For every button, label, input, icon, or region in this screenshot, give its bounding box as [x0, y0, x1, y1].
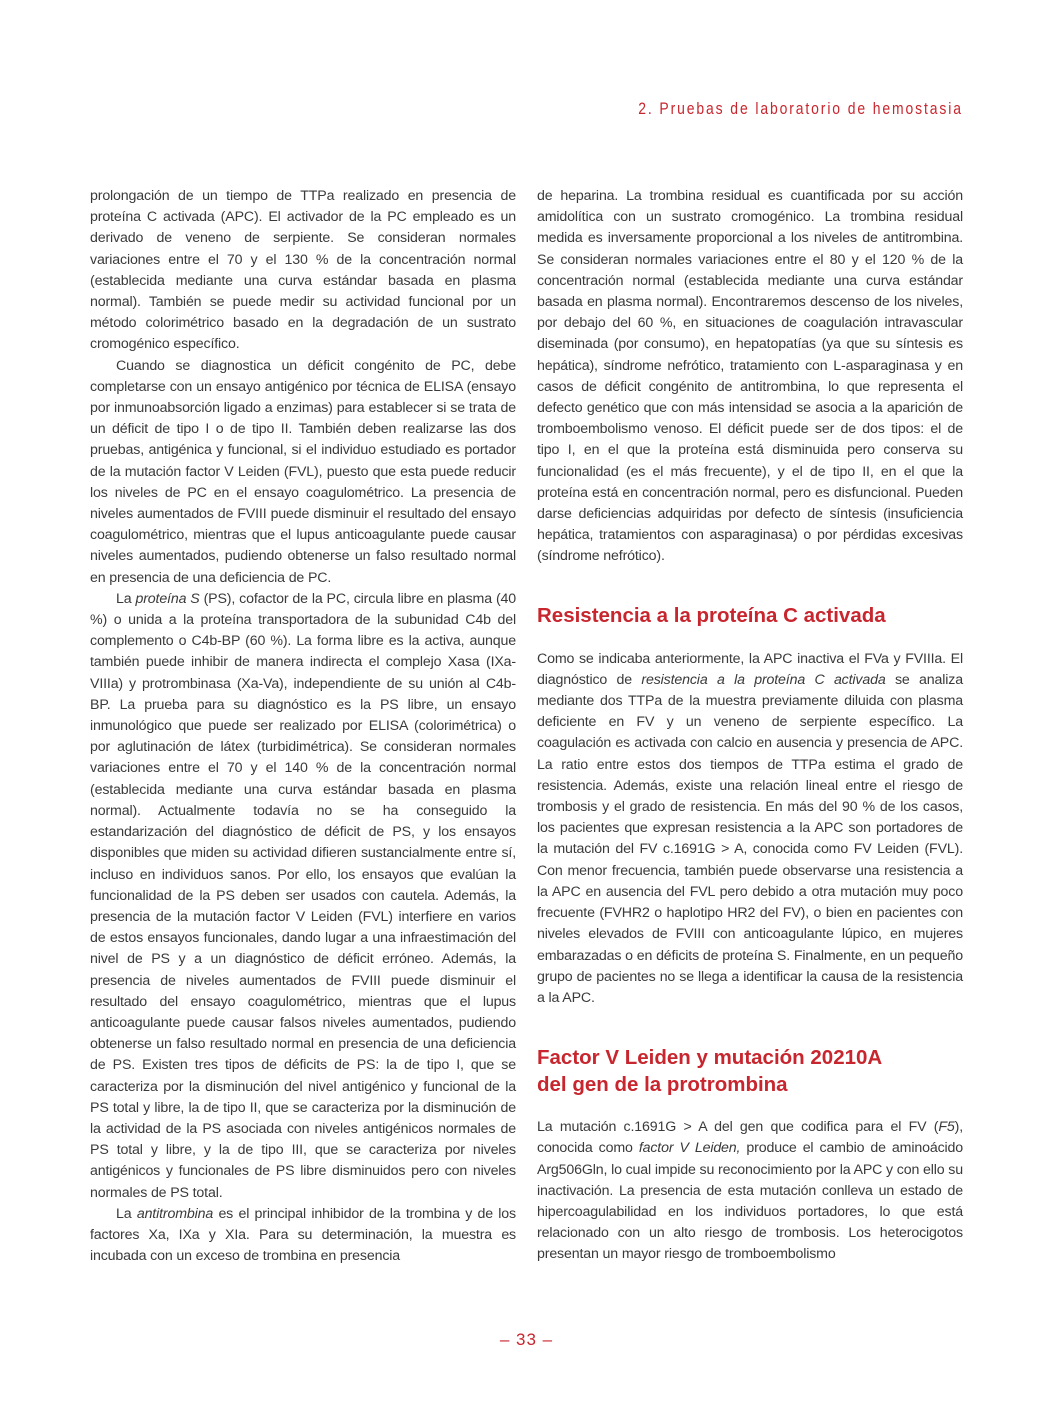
- section-heading: Resistencia a la proteína C activada: [537, 603, 886, 627]
- paragraph: [90, 1204, 516, 1268]
- section-heading: [537, 1044, 963, 1098]
- term-factor-v-leiden: factor V Leiden,: [638, 1140, 741, 1157]
- heading-line: del gen de la protrombina: [537, 1073, 788, 1097]
- page-number: – 33 –: [499, 1330, 554, 1349]
- paragraph: prolongación de un tiempo de TTPa realizado en presencia de proteína C activada (APC). El activador de la PC empleado es un derivado de veneno de serpiente. Se consideran normales variaciones entre el 70 y el 130 % de la concentración normal (establecida mediante una curva estándar basada en plasma normal). También se puede medir su actividad funcional por un método colorimétrico basado en la degradación de un sustrato cromogénico específico.: [90, 188, 516, 353]
- text-run: La: [116, 1205, 137, 1222]
- text-run: produce el cambio de aminoácido Arg506Gln, lo cual impide su reconocimiento por la APC y con ello su inactivación. La presencia de esta mutación conlleva un estado de hipercoagulabilidad en los individuos portadores, lo que está relacionado con un alto riesgo de trombosis. Los heterocigotos presentan un mayor riesgo de tromboembolismo: [537, 1140, 963, 1263]
- paragraph: Cuando se diagnostica un déficit congénito de PC, debe completarse con un ensayo antigénico por técnica de ELISA (ensayo por inmunoabsorción ligado a enzimas) para establecer si se trata de un déficit de tipo I o de tipo II. También deben realizarse las dos pruebas, antigénica y funcional, si el individuo estudiado es portador de la mutación factor V Leiden (FVL), puesto que esta puede reducir los niveles de PC en el ensayo coagulométrico. La presencia de niveles aumentados de FVIII puede disminuir el resultado del ensayo coagulométrico, mientras que el lupus anticoagulante puede causar niveles aumentados, pudiendo obtenerse un falso resultado normal en presencia de una deficiencia de PC.: [90, 357, 516, 586]
- text-run: La mutación c.1691G > A del gen que codifica para el FV (: [537, 1119, 939, 1136]
- text-run: La: [116, 590, 136, 607]
- heading-line: Factor V Leiden y mutación 20210A: [537, 1046, 883, 1070]
- text-run: es el principal inhibidor de la trombina y de los factores Xa, IXa y XIa. Para su determinación, la muestra es incubada con un exceso de trombina en presencia: [90, 1205, 516, 1265]
- text-run: se analiza mediante dos TTPa de la muestra previamente diluida con plasma deficiente en FV y un veneno de serpiente específico. La coagulación es activada con calcio en ausencia y presencia de APC. La ratio entre estos dos tiempos de TTPa estima el grado de resistencia. Además, existe una relación lineal entre el riesgo de trombosis y el grado de resistencia. En más del 90 % de los casos, los pacientes que expresan resistencia a la APC son portadores de la mutación del FV c.1691G > A, conocida como FV Leiden (FVL). Con menor frecuencia, también puede observarse una resistencia a la APC en ausencia del FVL pero debido a otra mutación muy poco frecuente (FVHR2 o haplotipo HR2 del FV), o bien en pacientes con niveles elevados de FVIII con anticoagulante lúpico, en mujeres embarazadas o en déficits de proteína S. Finalmente, en un pequeño grupo de pacientes no se llega a identificar la causa de la resistencia a la APC.: [537, 671, 963, 1006]
- spacer: [537, 629, 963, 649]
- text-run: ), conocida como: [537, 1119, 963, 1157]
- text-run: (PS), cofactor de la PC, circula libre en plasma (40 %) o unida a la proteína transportadora de la subunidad C4b del complemento o C4b-BP (60 %). La forma libre es la activa, aunque también puede inhibir de manera indirecta el complejo Xasa (IXa-VIIIa) y protrombinasa (Xa-Va), independiente de su unión al C4b-BP. La prueba para su diagnóstico es la PS libre, un ensayo inmunológico que puede ser realizado por ELISA (colorimétrica) o por aglutinación de látex (turbidimétrica). Se consideran normales variaciones entre el 70 y el 140 % de la concentración normal (establecida mediante una curva estándar basada en plasma normal). Actualmente todavía no se ha conseguido la estandarización del diagnóstico de déficit de PS, y los ensayos disponibles que miden su actividad difieren sustancialmente entre sí, incluso en individuos sanos. Por ello, los ensayos que evalúan la funcionalidad de la PS deben ser usados con cautela. Además, la presencia de la mutación factor V Leiden (FVL) interfiere en varios de estos ensayos funcionales, dando lugar a una infraestimación del nivel de PS y a un diagnóstico de déficit erróneo. Además, la presencia de niveles aumentados de FVIII puede disminuir el resultado del ensayo coagulométrico, mientras que el lupus anticoagulante puede causar falsos niveles aumentados, pudiendo obtenerse un falso resultado normal en presencia de una deficiencia de PS. Existen tres tipos de déficits de PS: la de tipo I, que se caracteriza por la disminución del nivel antigénico y funcional de la PS total y libre, la de tipo II, que se caracteriza por la disminución de la actividad de la PS asociada con niveles antigénicos normales de PS total y libre, y la de tipo III, que se caracteriza por niveles antigénicos y funcionales de PS libre disminuidos pero con niveles normales de PS total.: [90, 590, 517, 1201]
- paragraph: [90, 589, 516, 1204]
- term-resistencia-apc: resistencia a la proteína C activada: [641, 671, 886, 688]
- gene-symbol: F5: [938, 1119, 955, 1136]
- text-run: Como se indicaba anteriormente, la APC inactiva el FVa y FVIIIa. El diagnóstico de: [537, 650, 963, 688]
- paragraph: de heparina. La trombina residual es cuantificada por su acción amidolítica con un sustrato cromogénico. La trombina residual medida es inversamente proporcional a los niveles de antitrombina. Se consideran normales variaciones entre el 80 y el 120 % de la concentración normal (establecida mediante una curva estándar basada en plasma normal). Encontraremos descenso de los niveles, por debajo del 60 %, en situaciones de coagulación intravascular diseminada (por consumo), en hepatopatías (ya que su síntesis es hepática), síndrome nefrótico, tratamiento con L-asparaginasa y en casos de déficit congénito de antitrombina, lo que representa el defecto genético que con más intensidad se asocia a la aparición de tromboembolismo venoso. El déficit puede ser de dos tipos: el de tipo I, en el que la proteína está disminuida pero conserva su funcionalidad (es el más frecuente), y el de tipo II, en el que la proteína está en concentración normal, pero es disfuncional. Pueden darse deficiencias adquiridas por defecto de síntesis (insuficiencia hepática, tratamientos con asparaginasa) o por pérdidas excesivas (síndrome nefrótico).: [537, 188, 963, 565]
- running-header: 2. Pruebas de laboratorio de hemostasia: [638, 99, 963, 118]
- term-proteina-s: proteína S: [135, 590, 200, 607]
- spacer: [537, 1009, 963, 1044]
- paragraph: [537, 649, 963, 1009]
- left-column: [90, 186, 516, 1267]
- spacer: [537, 568, 963, 602]
- paragraph: [537, 1117, 963, 1265]
- spacer: [537, 1098, 963, 1117]
- right-column: [537, 186, 963, 1266]
- term-antitrombina: antitrombina: [136, 1205, 214, 1222]
